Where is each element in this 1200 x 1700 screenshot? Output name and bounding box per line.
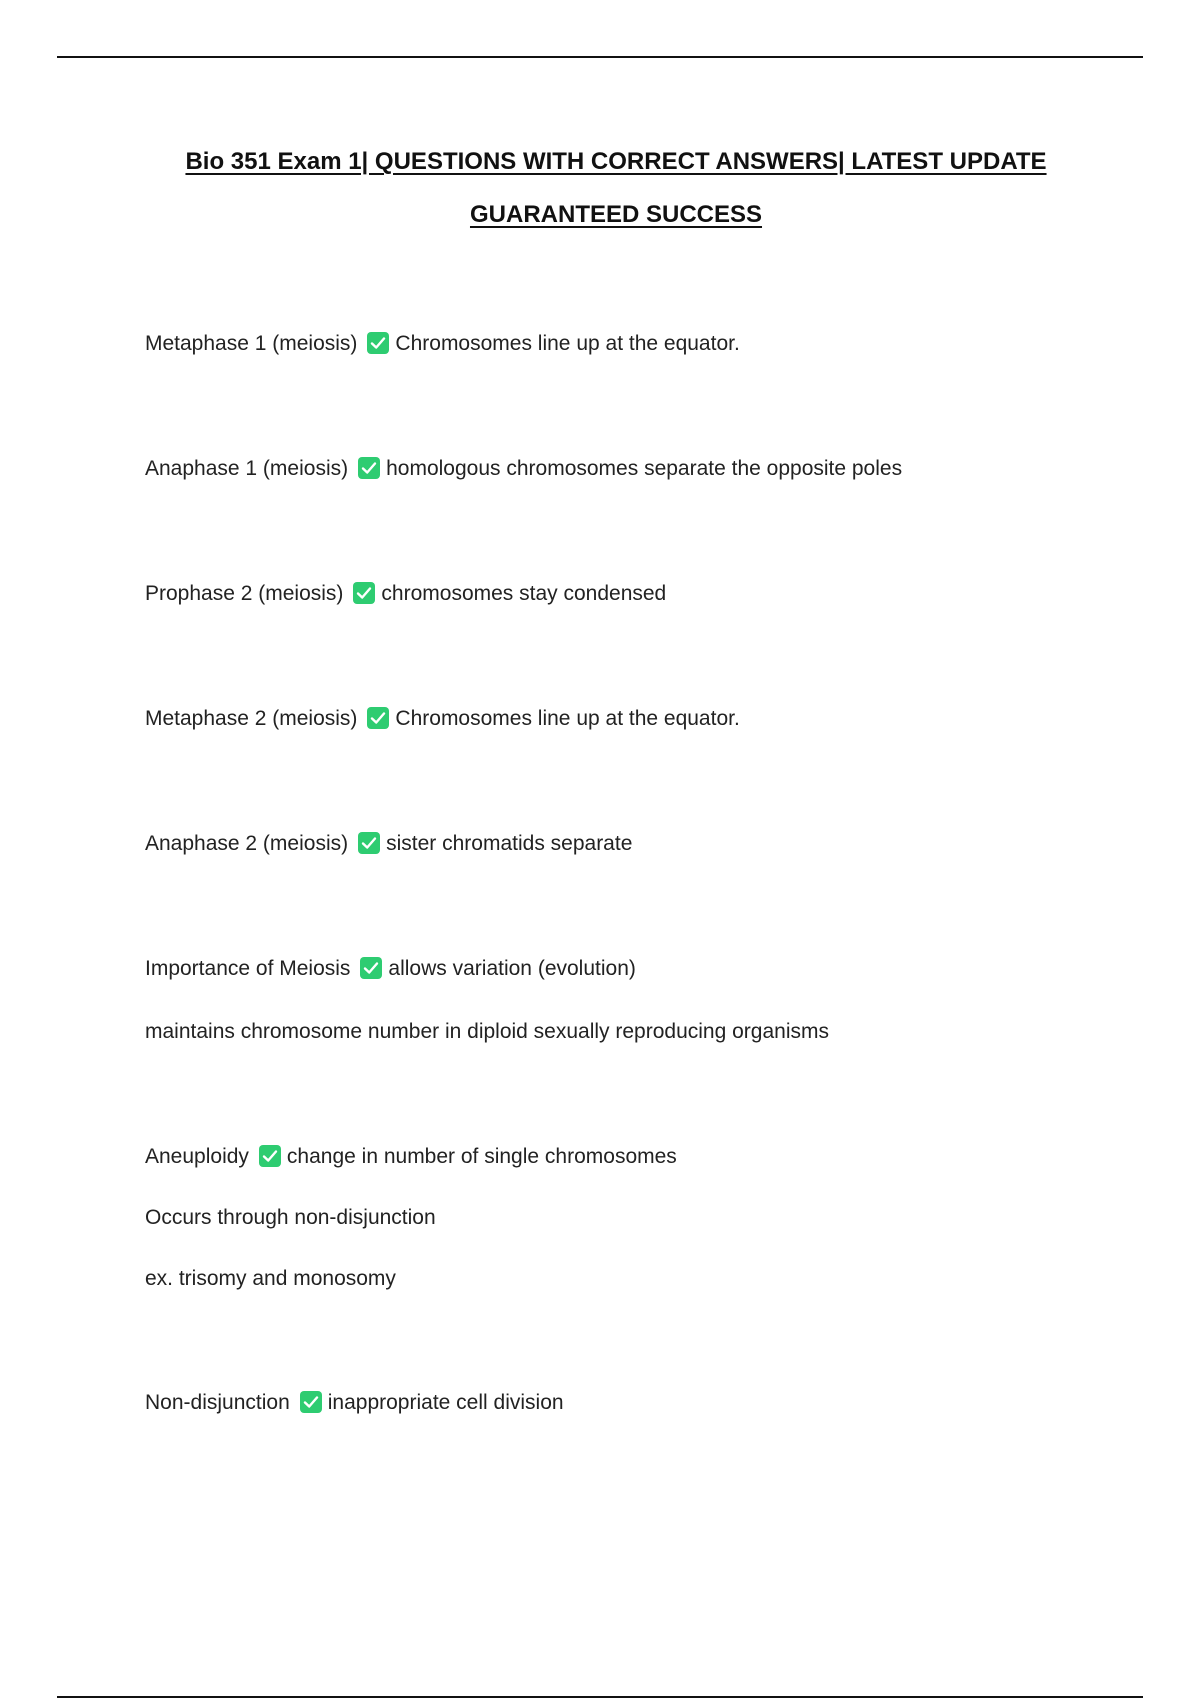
question-term: Aneuploidy xyxy=(145,1145,249,1169)
document-subtitle: GUARANTEED SUCCESS xyxy=(469,201,763,228)
answer-text: Chromosomes line up at the equator. xyxy=(395,332,740,356)
qa-entry xyxy=(145,456,902,482)
qa-entry xyxy=(145,706,740,732)
qa-entry xyxy=(145,1144,677,1170)
answer-text: chromosomes stay condensed xyxy=(381,582,667,606)
answer-continuation: Occurs through non-disjunction xyxy=(145,1206,436,1229)
answer-continuation: maintains chromosome number in diploid sexually reproducing organisms xyxy=(145,1020,829,1043)
qa-entry xyxy=(145,331,740,357)
answer-text: change in number of single chromosomes xyxy=(286,1145,677,1169)
check-mark-icon xyxy=(358,457,380,479)
check-mark-icon xyxy=(367,332,389,354)
answer-continuation: ex. trisomy and monosomy xyxy=(145,1267,396,1290)
check-mark-icon xyxy=(259,1145,281,1167)
check-mark-icon xyxy=(358,832,380,854)
check-mark-icon xyxy=(367,707,389,729)
answer-text: Chromosomes line up at the equator. xyxy=(395,707,740,731)
qa-entry xyxy=(145,831,632,857)
question-term: Importance of Meiosis xyxy=(145,957,351,981)
answer-text: allows variation (evolution) xyxy=(388,957,636,981)
question-term: Anaphase 2 (meiosis) xyxy=(145,832,349,856)
check-mark-icon xyxy=(300,1391,322,1413)
question-term: Metaphase 2 (meiosis) xyxy=(145,707,358,731)
question-term: Metaphase 1 (meiosis) xyxy=(145,332,358,356)
qa-entry xyxy=(145,956,636,982)
footer-rule xyxy=(57,1696,1143,1698)
qa-entry xyxy=(145,1390,564,1416)
header-rule xyxy=(57,56,1143,58)
document-title: Bio 351 Exam 1| QUESTIONS WITH CORRECT ANSWERS| LATEST UPDATE xyxy=(185,148,1047,175)
check-mark-icon xyxy=(353,582,375,604)
answer-text: inappropriate cell division xyxy=(327,1391,564,1415)
qa-entry xyxy=(145,581,666,607)
answer-text: homologous chromosomes separate the opposite poles xyxy=(386,457,903,481)
question-term: Non-disjunction xyxy=(145,1391,290,1415)
answer-text: sister chromatids separate xyxy=(386,832,633,856)
question-term: Prophase 2 (meiosis) xyxy=(145,582,344,606)
check-mark-icon xyxy=(360,957,382,979)
question-term: Anaphase 1 (meiosis) xyxy=(145,457,349,481)
